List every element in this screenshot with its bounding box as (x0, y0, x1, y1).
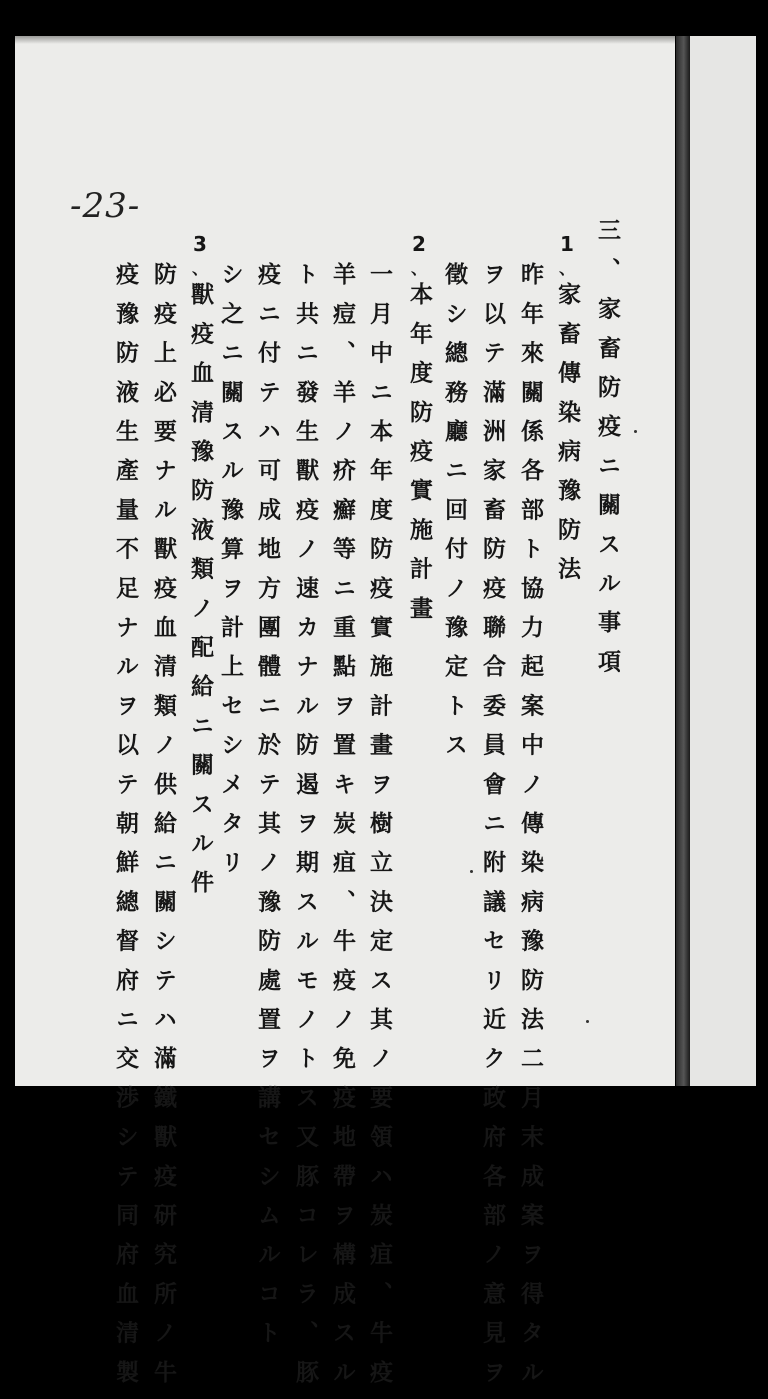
handwritten-page-number: -23- (70, 186, 141, 226)
scan-speck (586, 1020, 589, 1023)
item-3-marker: 3 (193, 232, 207, 256)
facing-page-edge (690, 36, 756, 1086)
item-3-line-2: 疫豫防液生產量不足ナルヲ以テ朝鮮總督府ニ交渉シテ同府血清製 (112, 262, 138, 1399)
scan-speck (470, 870, 473, 873)
item-1-title: 家畜傳染病豫防法 (554, 282, 580, 596)
item-3-title: 獸疫血清豫防液類ノ配給ニ關スル件 (187, 282, 213, 910)
item-2-line-4: 疫ニ付テハ可成地方團體ニ於テ其ノ豫防處置ヲ講セシムルコト (254, 262, 280, 1360)
item-2-line-2: 羊痘、羊ノ疥癬等ニ重點ヲ置キ炭疽、牛疫ノ免疫地帶ヲ構成スル (329, 262, 355, 1399)
item-1-comma: 、 (558, 259, 575, 278)
item-2-line-5: シ之ニ關スル豫算ヲ計上セシメタリ (217, 262, 243, 890)
section-heading: 三、家畜防疫ニ關スル事項 (594, 218, 620, 689)
item-1-line-3: 徵シ總務廳ニ回付ノ豫定トス (441, 262, 467, 772)
item-2-line-1: 一月中ニ本年度防疫實施計畫ヲ樹立決定ス其ノ要領ハ炭疽、牛疫 (366, 262, 392, 1399)
item-2-comma: 、 (410, 259, 427, 278)
item-1-marker: 1 (560, 232, 574, 256)
item-1-line-2: ヲ以テ滿洲家畜防疫聯合委員會ニ附議セリ近ク政府各部ノ意見ヲ (479, 262, 505, 1399)
scan-speck (634, 430, 637, 433)
item-2-line-3: ト共ニ發生獸疫ノ速カナル防遏ヲ期スルモノトス又豚コレラ、豚 (292, 262, 318, 1399)
page-gutter (676, 36, 690, 1086)
item-1-line-1: 昨年來關係各部ト協力起案中ノ傳染病豫防法二月末成案ヲ得タル (517, 262, 543, 1399)
item-3-line-1: 防疫上必要ナル獸疫血清類ノ供給ニ關シテハ滿鐵獸疫研究所ノ牛 (150, 262, 176, 1399)
item-2-title: 本年度防疫實施計畫 (406, 282, 432, 635)
item-2-marker: 2 (412, 232, 426, 256)
item-3-comma: 、 (191, 259, 208, 278)
